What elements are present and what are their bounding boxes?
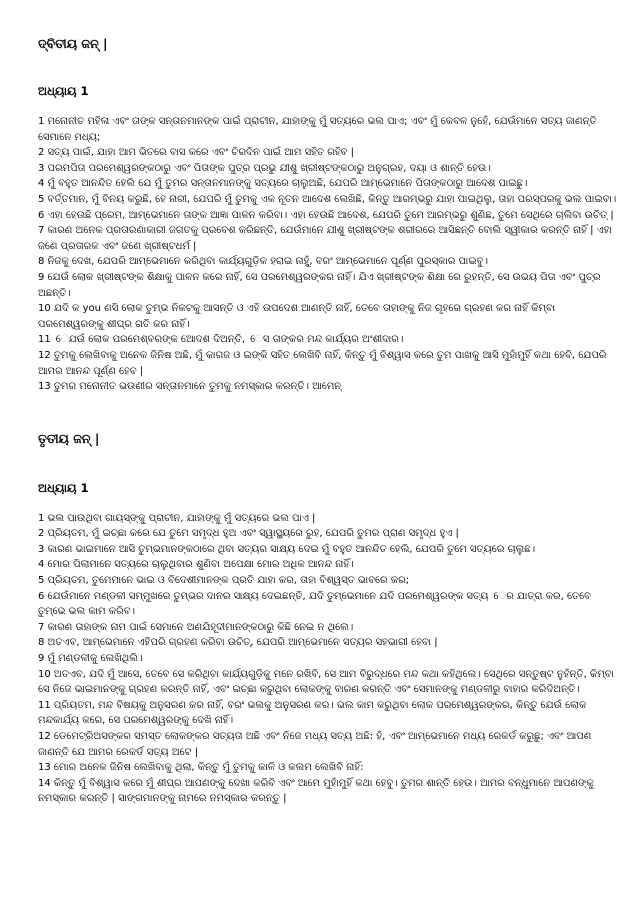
verse: 8 ନିଜକୁ ଦେଖ, ଯେପରି ଆମ୍ଭେମାନେ କରିଥିବା କାର୍ଯ୍ୟଗୁଡ଼ିକ ହରାଇ ନାହୁଁ, ବରଂ ଆମ୍ଭେମାନେ ପୂର୍ଣ୍ଣ ପୁରସ୍କାର ପାଇବୁ।	[38, 256, 488, 268]
verse: 12 ତୁମକୁ ଲେଖିବାକୁ ଅନେକ ଜିନିଷ ଅଛି, ମୁଁ କାଗଜ ଓ ଇଙ୍କି ସହିତ ଲେଖିବି ନାହିଁ, କିନ୍ତୁ ମୁଁ ବିଶ୍ୱାସ କରେ ତୁମ ପାଖକୁ ଆସି ମୁହାଁମୁହିଁ କଥା ହେବି, ଯେପରି ଆମର ଆନନ୍ଦ ପୂର୍ଣ୍ଣ ହେବ |	[38, 349, 607, 377]
chapter-title: ଅଧ୍ୟାୟ 1	[38, 480, 89, 495]
verse: 3 କାରଣ ଭାଇମାନେ ଆସି ତୁମ୍ଭମାନଙ୍କଠାରେ ଥିବା ସତ୍ୟର ସାକ୍ଷ୍ୟ ଦେଇ ମୁଁ ବହୁତ ଆନନ୍ଦିତ ହେଲି, ଯେପରି ତୁମେ ସତ୍ୟରେ ଚାଲୁଛ।	[38, 543, 536, 555]
verse: 6 ଯେଉଁମାନେ ମଣ୍ଡଳୀ ସମ୍ମୁଖରେ ତୁମ୍ଭର ଦାନର ସାକ୍ଷ୍ୟ ଦେଇଛନ୍ତି, ଯଦି ତୁମ୍ଭେମାନେ ଯଦି ପରମେଶ୍ୱରଙ୍କ ସତ୍ୟ େର ଯାତ୍ରା କର, ତେବେ ତୁମ୍ଭେ ଭଲ କାମ କରିବ।	[38, 590, 591, 618]
verse: 9 ମୁଁ ମଣ୍ଡଳୀକୁ ଲେଖିଥିଲି।	[38, 653, 143, 665]
verse: 1 ମନୋନୀତ ମହିଳା ଏବଂ ତାଙ୍କ ସନ୍ତାନମାନଙ୍କ ପାଇଁ ପ୍ରାଚୀନ, ଯାହାଙ୍କୁ ମୁଁ ସତ୍ୟରେ ଭଲ ପାଏ; ଏବଂ ମୁଁ କେବଳ ନୁହେଁ, ଯେଉଁମାନେ ସତ୍ୟ ଜାଣନ୍ତି ସେମାନେ ମଧ୍ୟ;	[38, 116, 597, 143]
verse: 13 ତୁମର ମନୋନୀତ ଭଉଣୀର ସନ୍ତାନମାନେ ତୁମକୁ ନମସ୍କାର କରନ୍ତି। ଆମେନ୍	[38, 381, 342, 393]
document-page	[38, 34, 618, 807]
verse: 13 ମୋର ଅନେକ ଜିନିଷ ଲେଖିବାକୁ ଥିଲା, କିନ୍ତୁ ମୁଁ ତୁମକୁ କାଳି ଓ କଲମ ଲେଖିବି ନାହିଁ:	[38, 762, 364, 774]
verse: 2 ପ୍ରିୟତମ, ମୁଁ ଇଚ୍ଛା କରେ ଯେ ତୁମେ ସମୃଦ୍ଧ ହୁଅ ଏବଂ ସ୍ୱାସ୍ଥ୍ୟରେ ରୁହ, ଯେପରି ତୁମର ପ୍ରାଣ ସମୃଦ୍ଧ ହୁଏ |	[38, 528, 459, 540]
verse: 10 ଅତଏବ, ଯଦି ମୁଁ ଆସେ, ତେବେ ସେ କରିଥିବା କାର୍ଯ୍ୟଗୁଡ଼ିକୁ ମନେ ରଖିବି, ସେ ଆମ ବିରୁଦ୍ଧରେ ମନ୍ଦ କଥା କହିଥିଲେ। ସେଥିରେ ସନ୍ତୁଷ୍ଟ ନୁହଁନ୍ତି, କିମ୍ବା ସେ ନିଜେ ଭାଇମାନଙ୍କୁ ଗ୍ରହଣ କରନ୍ତି ନାହିଁ, ଏବଂ ଇଚ୍ଛା କରୁଥିବା ଲୋକଙ୍କୁ ବାରଣ କରନ୍ତି ଏବଂ ସେମାନଙ୍କୁ ମଣ୍ଡଳୀରୁ ବାହାର କରିଦିଅନ୍ତି।	[38, 668, 614, 696]
verse-list	[38, 511, 618, 807]
verse: 4 ମୋର ପିଲାମାନେ ସତ୍ୟରେ ଚାଲୁଥିବାର ଶୁଣିବା ଅପେକ୍ଷା ମୋର ଅଧିକ ଆନନ୍ଦ ନାହିଁ।	[38, 559, 354, 571]
verse: 14 କିନ୍ତୁ ମୁଁ ବିଶ୍ୱାସ କରେ ମୁଁ ଶୀଘ୍ର ଆପଣଙ୍କୁ ଦେଖା କରିବି ଏବଂ ଆମେ ମୁହାଁମୁହିଁ କଥା ହେବୁ। ତୁମର ଶାନ୍ତି ହେଉ। ଆମର ବନ୍ଧୁମାନେ ଆପଣଙ୍କୁ ନମସ୍କାର କରନ୍ତି | ସାଙ୍ଗମାନଙ୍କୁ ନାମରେ ନମସ୍କାର କରନ୍ତୁ |	[38, 777, 594, 805]
section-second-john	[38, 34, 618, 395]
book-title: ଦ୍ବିତୀୟ ଜନ୍ |	[38, 36, 108, 51]
verse: 5 ପ୍ରିୟତମ, ତୁମେମାନେ ଭାଇ ଓ ବିଦେଶୀମାନଙ୍କ ପ୍ରତି ଯାହା କର, ତାହା ବିଶ୍ୱସ୍ତ ଭାବରେ କର;	[38, 575, 410, 587]
verse: 12 ଡେମେଟ୍ରିଅସଙ୍କର ସମସ୍ତ ଲୋକଙ୍କର ସତ୍ୟତା ଅଛି ଏବଂ ନିଜେ ମଧ୍ୟ ସତ୍ୟ ଅଛି: ହଁ, ଏବଂ ଆମ୍ଭେମାନେ ମଧ୍ୟ ରେକର୍ଡ କରୁଛୁ; ଏବଂ ଆପଣ ଜାଣନ୍ତି ଯେ ଆମର ରେକର୍ଡ ସତ୍ୟ ଅଟେ |	[38, 731, 592, 758]
verse: 3 ପରମପିତା ପରମେଶ୍ୱରଙ୍କଠାରୁ ଏବଂ ପିତାଙ୍କ ପୁତ୍ର ପ୍ରଭୁ ଯୀଶୁ ଖ୍ରୀଷ୍ଟଙ୍କଠାରୁ ଅନୁଗ୍ରହ, ଦୟା ଓ ଶାନ୍ତି ହେଉ।	[38, 162, 491, 174]
verse: 7 କାରଣ ତାହାଙ୍କ ନାମ ପାଇଁ ସେମାନେ ଅଣଯିହୂଦୀମାନଙ୍କଠାରୁ କିଛି ନେଇ ନ ଥିଲେ।	[38, 621, 354, 633]
verse: 10 ଯଦି କ you ଣସି ଲୋକ ତୁମ୍ଭ ନିକଟକୁ ଆସନ୍ତି ଓ ଏହି ଉପଦେଶ ଆଣନ୍ତି ନାହିଁ, ତେବେ ତାହାଙ୍କୁ ନିଜ ଗୃହରେ ଗ୍ରହଣ କର ନାହିଁ କିମ୍ବା ପରମେଶ୍ୱରଙ୍କୁ ଶୀଘ୍ର ଗତି କର ନାହିଁ।	[38, 303, 556, 330]
verse: 11 ପ୍ରିୟତମ, ମନ୍ଦ ବିଷୟକୁ ଅନୁସରଣ କର ନାହିଁ, ବରଂ ଭଲକୁ ଅନୁସରଣ କର। ଭଲ କାମ କରୁଥିବା ଲୋକ ପରମେଶ୍ୱରଙ୍କର, କିନ୍ତୁ ଯେଉଁ ଲୋକ ମନ୍ଦକାର୍ଯ୍ୟ କରେ, ସେ ପରମେଶ୍ୱରଙ୍କୁ ଦେଖି ନାହିଁ।	[38, 699, 587, 727]
verse: 8 ଅତଏବ, ଆମ୍ଭେମାନେ ଏହିପରି ଗ୍ରହଣ କରିବା ଉଚିତ୍, ଯେପରି ଆମ୍ଭେମାନେ ସତ୍ୟର ସହଭାଗୀ ହେବା |	[38, 637, 438, 649]
verse: 6 ଏହା ହେଉଛି ପ୍ରେମ, ଆମ୍ଭେମାନେ ତାଙ୍କ ଆଜ୍ଞା ପାଳନ କରିବା। ଏହା ହେଉଛି ଆଦେଶ, ଯେପରି ତୁମେ ଆରମ୍ଭରୁ ଶୁଣିଛ, ତୁମେ ସେଥିରେ ଚାଲିବା ଉଚିତ୍ |	[38, 209, 614, 221]
verse: 2 ସତ୍ୟ ପାଇଁ, ଯାହା ଆମ ଭିତରେ ବାସ କରେ ଏବଂ ଚିରଦିନ ପାଇଁ ଆମ ସହିତ ରହିବ |	[38, 147, 355, 159]
book-title: ତୃତୀୟ ଜନ୍ |	[38, 430, 100, 446]
section-third-john	[38, 429, 618, 807]
verse: 1 ଭଲ ପାଉଥିବା ଗାୟସ୍ଙ୍କୁ ପ୍ରାଚୀନ, ଯାହାଙ୍କୁ ମୁଁ ସତ୍ୟରେ ଭଲ ପାଏ |	[38, 512, 316, 524]
verse: 9 ଯେଉଁ ଲୋକ ଖ୍ରୀଷ୍ଟଙ୍କ ଶିକ୍ଷାକୁ ପାଳନ କରେ ନାହିଁ, ସେ ପରମେଶ୍ୱରଙ୍କର ନାହିଁ। ଯିଏ ଖ୍ରୀଷ୍ଟଙ୍କ ଶିକ୍ଷା ରେ ରୁହନ୍ତି, ସେ ଉଭୟ ପିତା ଏବଂ ପୁତ୍ର ଅଛନ୍ତି।	[38, 271, 601, 299]
verse: 11 େଯଉଁ ଲୋକ ପରମେଶ୍ବରଙ୍କ ଆେଦଶ ଦିଅନ୍ତି, େସ ତାଙ୍କର ମନ୍ଦ କାର୍ଯ୍ୟର ଅଂଶୀଦାର।	[38, 334, 404, 346]
verse: 7 କାରଣ ଅନେକ ପ୍ରତାରଣାକାରୀ ଜଗତକୁ ପ୍ରବେଶ କରିଛନ୍ତି, ଯେଉଁମାନେ ଯୀଶୁ ଖ୍ରୀଷ୍ଟଙ୍କ ଶରୀରରେ ଆସିଛନ୍ତି ବୋଲି ସ୍ୱୀକାର କରନ୍ତି ନାହିଁ | ଏହା ଜଣେ ପ୍ରତାରକ ଏବଂ ଜଣେ ଖ୍ରୀଷ୍ଟଧର୍ମ |	[38, 225, 612, 252]
verse: 4 ମୁଁ ବହୁତ ଆନନ୍ଦିତ ହେଲି ଯେ ମୁଁ ତୁମର ସନ୍ତାନମାନଙ୍କୁ ସତ୍ୟରେ ଚାଲୁଅଛି, ଯେପରି ଆମ୍ଭେମାନେ ପିତାଙ୍କଠାରୁ ଆଦେଶ ପାଇଛୁ।	[38, 178, 528, 190]
verse-list	[38, 114, 618, 395]
verse: 5 ବର୍ତ୍ତମାନ, ମୁଁ ବିନୟ କରୁଛି, ହେ ନାରୀ, ଯେପରି ମୁଁ ତୁମକୁ ଏକ ନୂତନ ଆଦେଶ ଲେଖିଛି, କିନ୍ତୁ ଆରମ୍ଭରୁ ଯାହା ପାଇଥିଲୁ, ତାହା ପରସ୍ପରକୁ ଭଲ ପାଇବା।	[38, 193, 617, 205]
chapter-title: ଅଧ୍ୟାୟ 1	[38, 84, 89, 98]
